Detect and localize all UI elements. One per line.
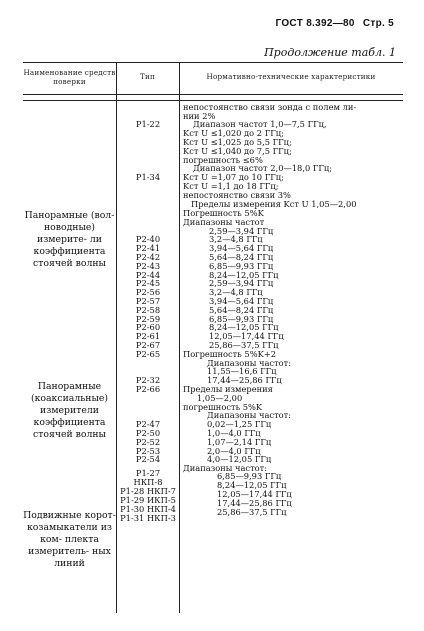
characteristic-line: 3,2—4,8 ГГц	[209, 234, 263, 244]
characteristic-line: погрешность 5%K	[183, 402, 263, 412]
type-code: Р2-53	[135, 446, 161, 456]
column-divider-2	[179, 62, 180, 613]
characteristic-line: Диапазоны частот:	[183, 463, 268, 473]
characteristic-line: 8,24—12,05 ГГц	[209, 270, 279, 280]
characteristic-line: Погрешность 5%K	[183, 208, 264, 218]
characteristic-line: 4,0—12,05 ГГц	[207, 454, 272, 464]
characteristic-line: Kст U =1,1 до 18 ГГц;	[183, 181, 279, 191]
characteristic-line: погрешность ≤6%	[183, 155, 263, 165]
characteristic-line: 8,24—12,05 ГГц	[209, 322, 279, 332]
page-number: Стр. 5	[362, 18, 394, 29]
characteristic-line: 2,59—3,94 ГГц	[209, 226, 274, 236]
characteristic-line: 8,24—12,05 ГГц	[217, 480, 287, 490]
characteristic-line: 3,2—4,8 ГГц	[209, 287, 263, 297]
header-characteristics: Нормативно-технические характеристики	[206, 72, 376, 81]
characteristic-line: 5,64—8,24 ГГц	[209, 305, 274, 315]
characteristic-line: 17,44—25,86 ГГц	[217, 498, 292, 508]
characteristic-line: 6,85—9,93 ГГц	[209, 314, 274, 324]
type-code: Р2-45	[135, 278, 161, 288]
characteristic-line: 11,55—16,6 ГГц	[207, 366, 277, 376]
characteristic-line: Диапазон частот 1,0—7,5 ГГц,	[193, 119, 327, 129]
characteristic-line: 0,02—1,25 ГГц	[207, 419, 272, 429]
characteristic-line: Kст U ≤1,020 до 2 ГГц;	[183, 128, 284, 138]
column-divider-1	[116, 62, 117, 613]
type-code: Р2-67	[135, 340, 161, 350]
type-code: Р1-31 НКП-3	[120, 513, 176, 523]
header-type: Тип	[140, 72, 155, 81]
characteristic-line: непостоянство связи 3%	[183, 190, 291, 200]
characteristic-line: 1,0—4,0 ГГц	[207, 428, 261, 438]
type-code: Р2-52	[135, 437, 161, 447]
characteristic-line: 2,59—3,94 ГГц	[209, 278, 274, 288]
characteristic-line: 25,86—37,5 ГГц	[209, 340, 279, 350]
type-code: Р2-50	[135, 428, 161, 438]
characteristic-line: Диапазоны частот	[183, 217, 265, 227]
type-code: Р1-28 НКП-7	[120, 486, 176, 496]
table-header-rule-2	[23, 100, 403, 101]
table-top-rule	[23, 62, 403, 63]
characteristic-line: 17,44—25,86 ГГц	[207, 375, 282, 385]
type-code: Р1-34	[135, 172, 161, 182]
type-code: Р2-42	[135, 252, 161, 262]
type-code: Р2-56	[135, 287, 161, 297]
characteristic-line: 6,85—9,93 ГГц	[217, 471, 282, 481]
table-continuation-label: Продолжение табл. 1	[264, 46, 396, 59]
type-code: НКП-8	[133, 477, 163, 487]
type-code: Р1-30 НКП-4	[120, 504, 176, 514]
type-code: Р2-54	[135, 454, 161, 464]
characteristic-line: 2,0—4,0 ГГц	[207, 446, 261, 456]
characteristic-line: 1,05—2,00	[197, 393, 243, 403]
characteristic-line: Kст U =1,07 до 10 ГГц;	[183, 172, 284, 182]
type-code: Р2-40	[135, 234, 161, 244]
characteristic-line: непостоянство связи зонда с полем ли-	[183, 102, 357, 112]
characteristic-line: нии 2%	[183, 111, 216, 121]
type-code: Р2-44	[135, 270, 161, 280]
name-group-short-circuiters: Подвижные корот- козамыкатели из ком- плекта измеритель- ных линий	[23, 510, 116, 569]
table-header-rule	[23, 94, 403, 95]
type-code: Р1-22	[135, 119, 161, 129]
characteristic-line: Пределы измерения Kст U 1,05—2,00	[191, 199, 357, 209]
specs-table	[23, 62, 403, 613]
type-code: Р2-43	[135, 261, 161, 271]
type-code: Р2-65	[135, 349, 161, 359]
standard-code: ГОСТ 8.392—80	[275, 18, 355, 29]
header-name: Наименование средств поверки	[23, 68, 116, 86]
type-code: Р2-60	[135, 322, 161, 332]
type-code: Р2-58	[135, 305, 161, 315]
characteristic-line: 3,94—5,64 ГГц	[209, 243, 274, 253]
characteristic-line: Пределы измерения	[183, 384, 273, 394]
type-code: Р2-66	[135, 384, 161, 394]
characteristic-line: 3,94—5,64 ГГц	[209, 296, 274, 306]
characteristic-line: Kст U ≤1,040 до 7,5 ГГц;	[183, 146, 292, 156]
characteristic-line: 6,85—9,93 ГГц	[209, 261, 274, 271]
type-code: Р2-32	[135, 375, 161, 385]
characteristic-line: 25,86—37,5 ГГц	[217, 507, 287, 517]
characteristic-line: 5,64—8,24 ГГц	[209, 252, 274, 262]
type-code: Р1-27	[135, 468, 161, 478]
type-code: Р1-29 ИКП-5	[120, 495, 176, 505]
characteristic-line: Диапазоны частот:	[207, 410, 292, 420]
characteristic-line: 1,07—2,14 ГГц	[207, 437, 272, 447]
characteristic-line: Диапазон частот 2,0—18,0 ГГц;	[193, 163, 332, 173]
type-code: Р2-47	[135, 419, 161, 429]
type-code: Р2-41	[135, 243, 161, 253]
characteristic-line: 12,05—17,44 ГГц	[217, 489, 292, 499]
characteristic-line: Диапазоны частот:	[207, 358, 292, 368]
characteristic-line: Погрешность 5%K+2	[183, 349, 277, 359]
type-code: Р2-59	[135, 314, 161, 324]
type-code: Р2-61	[135, 331, 161, 341]
page-header	[271, 18, 394, 29]
name-group-waveguide: Панорамные (вол- новодные) измерите- ли коэффициента стоячей волны	[24, 210, 115, 269]
characteristic-line: 12,05—17,44 ГГц	[209, 331, 284, 341]
name-group-coaxial: Панорамные (коаксиальные) измерители коэффициента стоячей волны	[30, 381, 109, 440]
characteristic-line: Kст U ≤1,025 до 5,5 ГГц;	[183, 137, 292, 147]
type-code: Р2-57	[135, 296, 161, 306]
